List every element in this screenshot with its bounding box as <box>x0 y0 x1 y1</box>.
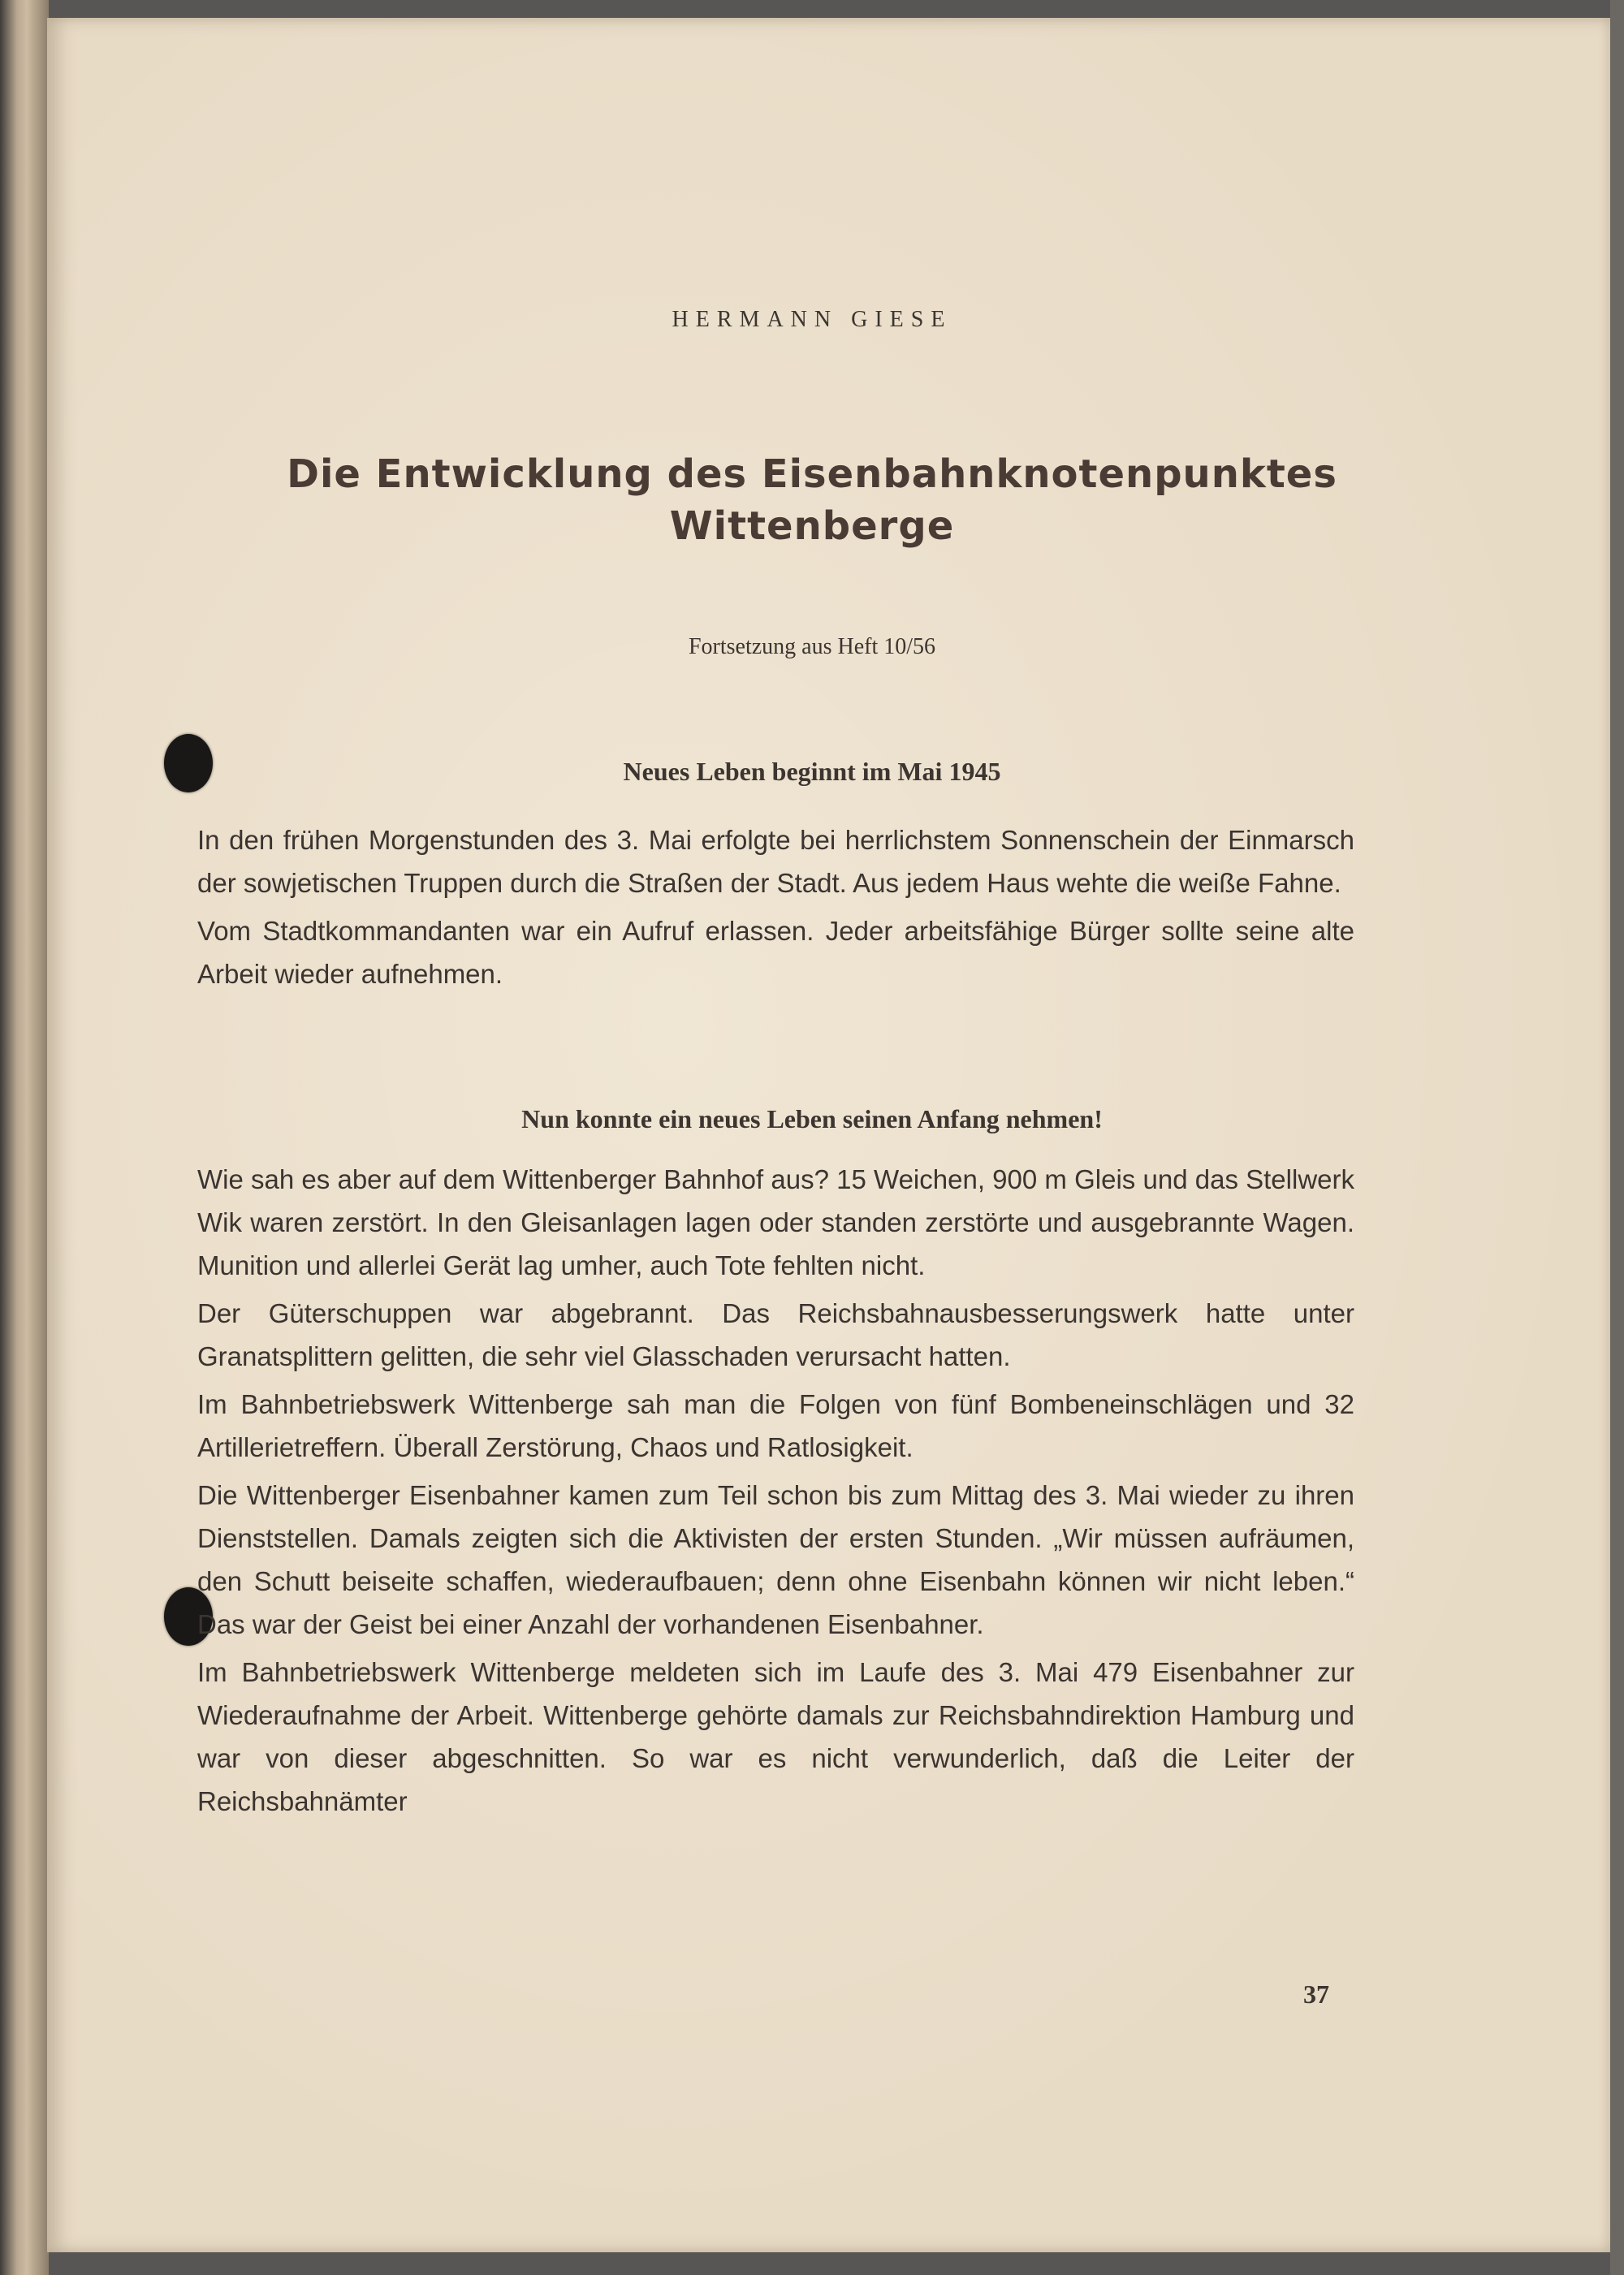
article-title <box>0 448 1624 552</box>
author-name: HERMANN GIESE <box>672 307 952 332</box>
title-line-1: Die Entwicklung des Eisenbahnknotenpunktes <box>287 451 1337 497</box>
paragraph: In den frühen Morgenstunden des 3. Mai erfolgte bei herrlichstem Sonnenschein der Einmarsch der sowjetischen Truppen durch die Straßen der Stadt. Aus jedem Haus wehte die weiße Fahne. <box>197 825 1354 898</box>
section-heading-2: Nun konnte ein neues Leben seinen Anfang nehmen! <box>521 1104 1103 1133</box>
document-page <box>47 18 1610 2252</box>
paragraph: Wie sah es aber auf dem Wittenberger Bahnhof aus? 15 Weichen, 900 m Gleis und das Stellwerk Wik waren zerstört. In den Gleisanlagen lagen oder standen zerstörte und ausgebrannte Wagen. Munition und allerlei Gerät lag umher, auch Tote fehlten nicht. <box>197 1164 1354 1280</box>
section-2-body <box>197 1158 1354 1828</box>
paragraph: Der Güterschuppen war abgebrannt. Das Reichsbahnausbesserungswerk hatte unter Granatsplittern gelitten, die sehr viel Glasschaden verursacht hatten. <box>197 1298 1354 1371</box>
book-binding-edge <box>0 0 49 2275</box>
paragraph: Vom Stadtkommandanten war ein Aufruf erlassen. Jeder arbeitsfähige Bürger sollte seine alte Arbeit wieder aufnehmen. <box>197 916 1354 989</box>
paragraph: Im Bahnbetriebswerk Wittenberge meldeten sich im Laufe des 3. Mai 479 Eisenbahner zur Wiederaufnahme der Arbeit. Wittenberge gehörte damals zur Reichsbahndirektion Hamburg und war von dieser abgeschnitten. So war es nicht verwunderlich, daß die Leiter der Reichsbahnämter <box>197 1657 1354 1816</box>
scanner-edge <box>1610 0 1624 2275</box>
section-heading-1: Neues Leben beginnt im Mai 1945 <box>623 757 1001 786</box>
paragraph: Die Wittenberger Eisenbahner kamen zum Teil schon bis zum Mittag des 3. Mai wieder zu ihren Dienststellen. Damals zeigten sich die Aktivisten der ersten Stunden. „Wir müssen aufräumen, den Schutt beiseite schaffen, wiederaufbauen; denn ohne Eisenbahn können wir nicht leben.“ Das war der Geist bei einer Anzahl der vorhandenen Eisenbahner. <box>197 1480 1354 1639</box>
page-number: 37 <box>1303 1979 1329 2009</box>
title-line-2: Wittenberge <box>669 503 955 549</box>
section-1-body <box>197 818 1354 1000</box>
continuation-note: Fortsetzung aus Heft 10/56 <box>688 634 936 659</box>
paragraph: Im Bahnbetriebswerk Wittenberge sah man die Folgen von fünf Bombeneinschlägen und 32 Artillerietreffern. Überall Zerstörung, Chaos und Ratlosigkeit. <box>197 1389 1354 1462</box>
